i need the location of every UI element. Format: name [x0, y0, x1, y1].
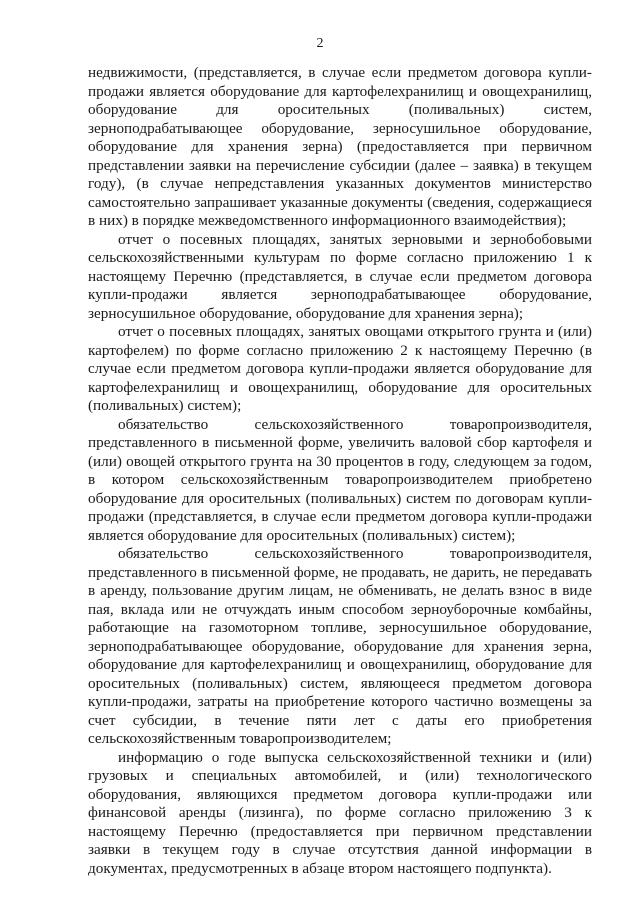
- document-body: [88, 64, 592, 878]
- paragraph-grain-area-report: отчет о посевных площадях, занятых зерновыми и зернобобовыми сельскохозяйственными культурам по форме согласно приложению 1 к настоящему Перечню (представляется, в случае если предметом договора купли-продажи является зерноподрабатывающее оборудование, зерносушильное оборудование, оборудование для хранения зерна);: [88, 230, 592, 322]
- paragraph-harvest-obligation: обязательство сельскохозяйственного товаропроизводителя, представленного в письменной форме, увеличить валовой сбор картофеля и (или) овощей открытого грунта на 30 процентов в году, следующем за годом, в котором сельскохозяйственным товаропроизводителем приобретено оборудование для оросительных (поливальных) систем по договорам купли-продажи (представляется, в случае если предметом договора купли-продажи является оборудование для оросительных (поливальных) систем);: [88, 415, 592, 544]
- page-number: 2: [316, 36, 324, 51]
- paragraph-property-documents: недвижимости, (представляется, в случае если предметом договора купли-продажи является оборудование для картофелехранилищ и овощехранилищ, оборудование для оросительных (поливальных) систем, зерноподрабатывающее оборудование, зерносушильное оборудование, оборудование для хранения зерна) (предоставляется при первичном представлении заявки на перечисление субсидии (далее – заявка) в текущем году), (в случае непредставления указанных документов министерство самостоятельно запрашивает указанные документы (сведения, содержащиеся в них) в порядке межведомственного информационного взаимодействия);: [88, 64, 592, 229]
- paragraph-no-alienation-obligation: обязательство сельскохозяйственного товаропроизводителя, представленного в письменной форме, не продавать, не дарить, не передавать в аренду, пользование другим лицам, не обменивать, не делать взнос в виде пая, вклада или не отчуждать иным способом зерноуборочные комбайны, работающие на газомоторном топливе, зерносушильное оборудование, зерноподрабатывающее оборудование, оборудование для хранения зерна, оборудование для картофелехранилищ и овощехранилищ, оборудование для оросительных (поливальных) систем, являющееся предметом договора купли-продажи, затраты на приобретение которого частично возмещены за счет субсидии, в течение пяти лет с даты его приобретения сельскохозяйственным товаропроизводителем;: [88, 545, 592, 747]
- paragraph-manufacture-year-info: информацию о годе выпуска сельскохозяйственной техники и (или) грузовых и специальных автомобилей, и (или) технологического оборудования, являющихся предметом договора купли-продажи или финансовой аренды (лизинга), по форме согласно приложению 3 к настоящему Перечню (предоставляется при первичном представлении заявки в текущем году в случае отсутствия данной информации в документах, предусмотренных в абзаце втором настоящего подпункта).: [88, 748, 592, 877]
- paragraph-vegetable-area-report: отчет о посевных площадях, занятых овощами открытого грунта и (или) картофелем) по форме согласно приложению 2 к настоящему Перечню (в случае если предметом договора купли-продажи является оборудование для картофелехранилищ и овощехранилищ, оборудование для оросительных (поливальных) систем);: [88, 323, 592, 414]
